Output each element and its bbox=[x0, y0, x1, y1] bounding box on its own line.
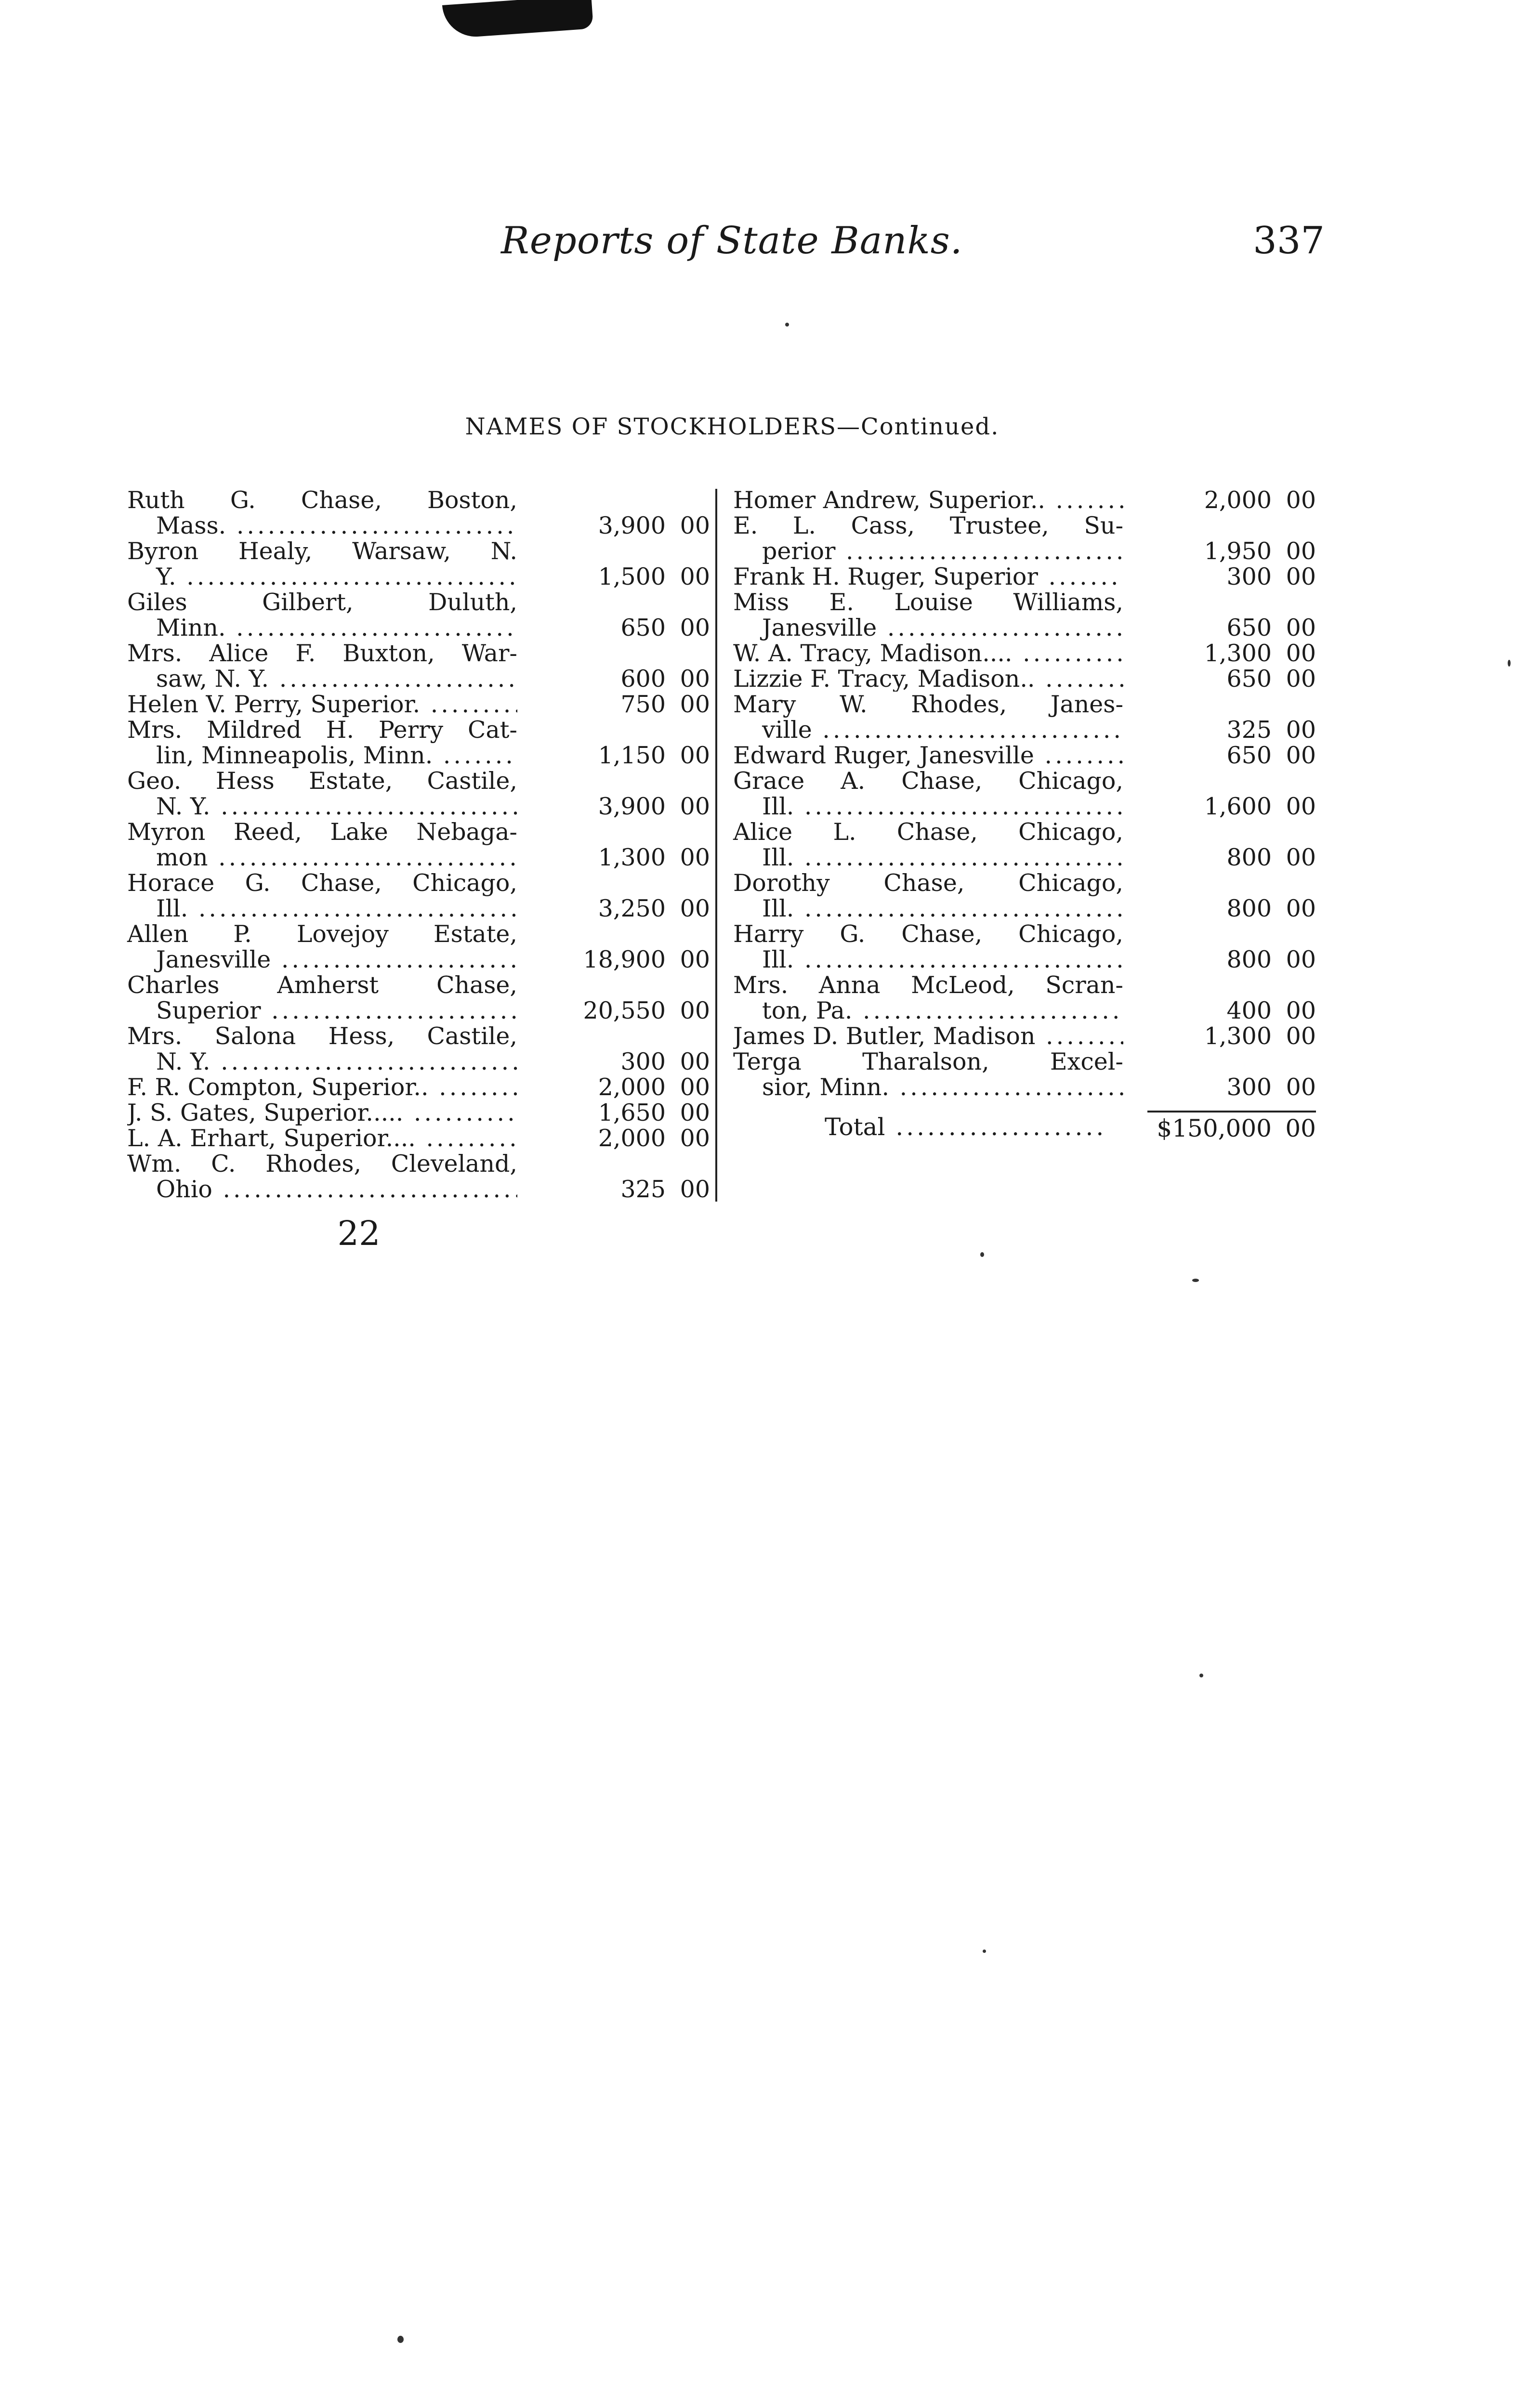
amount-dollars: 650 bbox=[1226, 742, 1272, 769]
stockholder-amount bbox=[546, 615, 710, 641]
amount-dollars: 650 bbox=[620, 614, 666, 641]
amount-cents: 00 bbox=[1286, 1022, 1316, 1050]
page-number: 337 bbox=[1253, 219, 1325, 262]
stockholder-entry bbox=[127, 870, 710, 921]
stockholder-name-line: Mass. ..... bbox=[127, 513, 517, 538]
column-divider bbox=[715, 489, 717, 1202]
ink-speck bbox=[1199, 1674, 1203, 1677]
amount-cents: 00 bbox=[680, 946, 710, 973]
stockholder-name-line: ton, Pa. ..... bbox=[733, 998, 1123, 1023]
stockholder-amount bbox=[546, 1074, 710, 1100]
amount-dollars: 1,300 bbox=[1204, 1022, 1272, 1050]
stockholder-amount bbox=[546, 794, 710, 819]
total-cents: 00 bbox=[1285, 1114, 1316, 1142]
amount-dollars: 300 bbox=[1226, 563, 1272, 590]
amount-dollars: 1,650 bbox=[598, 1099, 666, 1126]
amount-dollars: 800 bbox=[1226, 946, 1272, 973]
stockholder-entry bbox=[733, 589, 1316, 641]
stockholder-name-line: Mrs. Alice F. Buxton, War- bbox=[127, 640, 517, 667]
stockholder-name-line: Mrs. Salona Hess, Castile, bbox=[127, 1022, 517, 1050]
ink-speck bbox=[980, 1252, 984, 1257]
amount-cents: 00 bbox=[680, 1099, 710, 1126]
stockholder-name-line: Mrs. Anna McLeod, Scran- bbox=[733, 971, 1123, 999]
stockholder-name-line: Ill. ..... bbox=[733, 794, 1123, 819]
stockholder-name-line: Superior ..... bbox=[127, 998, 517, 1023]
stockholder-entry bbox=[127, 819, 710, 870]
stockholder-entry bbox=[127, 641, 710, 692]
stockholder-entry bbox=[733, 666, 1316, 692]
amount-dollars: 2,000 bbox=[598, 1125, 666, 1152]
amount-cents: 00 bbox=[680, 1048, 710, 1075]
stockholder-name-line: James D. Butler, Madison ..... bbox=[733, 1023, 1123, 1049]
stockholder-amount bbox=[546, 1100, 710, 1125]
stockholder-name-line: ville ..... bbox=[733, 717, 1123, 743]
stockholder-name-line: Ill. ..... bbox=[733, 845, 1123, 870]
amount-cents: 00 bbox=[1286, 537, 1316, 565]
stockholder-amount bbox=[1152, 947, 1316, 972]
stockholder-name-line: Ill. ..... bbox=[733, 947, 1123, 972]
stockholder-entry bbox=[733, 768, 1316, 819]
stockholder-name-line: Horace G. Chase, Chicago, bbox=[127, 869, 517, 897]
amount-dollars: 1,300 bbox=[598, 844, 666, 871]
stockholder-name-line: mon ..... bbox=[127, 845, 517, 870]
amount-dollars: 650 bbox=[1226, 614, 1272, 641]
amount-dollars: 18,900 bbox=[583, 946, 666, 973]
stockholder-amount bbox=[546, 896, 710, 921]
stockholder-entry bbox=[127, 692, 710, 717]
stockholder-entry bbox=[127, 1023, 710, 1074]
amount-dollars: 3,250 bbox=[598, 895, 666, 922]
amount-cents: 00 bbox=[1286, 1073, 1316, 1101]
stockholder-amount bbox=[1152, 641, 1316, 666]
stockholder-entry bbox=[127, 921, 710, 972]
amount-cents: 00 bbox=[1286, 997, 1316, 1024]
stockholder-name-line: F. R. Compton, Superior.. ..... bbox=[127, 1074, 517, 1100]
amount-cents: 00 bbox=[1286, 946, 1316, 973]
amount-cents: 00 bbox=[1286, 793, 1316, 820]
stockholder-entry bbox=[733, 972, 1316, 1023]
amount-dollars: 600 bbox=[620, 665, 666, 693]
ink-speck bbox=[983, 1950, 986, 1953]
stockholder-name-line: L. A. Erhart, Superior.... ..... bbox=[127, 1125, 517, 1151]
amount-cents: 00 bbox=[680, 1073, 710, 1101]
stockholder-name-line: Allen P. Lovejoy Estate, bbox=[127, 920, 517, 948]
stockholder-entry bbox=[127, 717, 710, 768]
stockholder-name-line: Byron Healy, Warsaw, N. bbox=[127, 537, 517, 565]
stockholder-entry bbox=[127, 1151, 710, 1202]
amount-cents: 00 bbox=[1286, 895, 1316, 922]
amount-dollars: 2,000 bbox=[1204, 486, 1272, 514]
amount-cents: 00 bbox=[680, 895, 710, 922]
stockholder-name-line: Helen V. Perry, Superior. ..... bbox=[127, 692, 517, 717]
stockholder-amount bbox=[1152, 1023, 1316, 1049]
total-label: Total ..... bbox=[825, 1112, 1104, 1141]
stockholder-amount bbox=[546, 666, 710, 692]
amount-dollars: 300 bbox=[620, 1048, 666, 1075]
amount-cents: 00 bbox=[1286, 716, 1316, 744]
amount-cents: 00 bbox=[680, 997, 710, 1024]
stockholder-entry bbox=[127, 538, 710, 589]
stockholder-name-line: Myron Reed, Lake Nebaga- bbox=[127, 818, 517, 846]
stockholder-name-line: Lizzie F. Tracy, Madison.. ..... bbox=[733, 666, 1123, 692]
total-dollars: $150,000 bbox=[1157, 1114, 1272, 1142]
stockholder-amount bbox=[1152, 1074, 1316, 1100]
stockholder-name-line: Grace A. Chase, Chicago, bbox=[733, 767, 1123, 795]
stockholder-amount bbox=[546, 743, 710, 768]
amount-dollars: 3,900 bbox=[598, 793, 666, 820]
amount-dollars: 300 bbox=[1226, 1073, 1272, 1101]
stockholder-entry bbox=[127, 1074, 710, 1100]
amount-cents: 00 bbox=[680, 563, 710, 590]
stockholder-name-line: Ill. ..... bbox=[733, 896, 1123, 921]
amount-cents: 00 bbox=[1286, 665, 1316, 693]
section-heading: NAMES OF STOCKHOLDERS—Continued. bbox=[465, 413, 1000, 440]
amount-cents: 00 bbox=[680, 1176, 710, 1203]
amount-dollars: 325 bbox=[620, 1176, 666, 1203]
amount-dollars: 1,500 bbox=[598, 563, 666, 590]
stockholder-name-line: Janesville ..... bbox=[127, 947, 517, 972]
amount-dollars: 325 bbox=[1226, 716, 1272, 744]
stockholder-name-line: Minn. ..... bbox=[127, 615, 517, 641]
ink-speck bbox=[1192, 1279, 1199, 1282]
stockholder-name-line: Giles Gilbert, Duluth, bbox=[127, 589, 517, 616]
stockholder-amount bbox=[1152, 794, 1316, 819]
stockholder-entry bbox=[127, 768, 710, 819]
stockholder-amount bbox=[546, 845, 710, 870]
stockholder-name-line: perior ..... bbox=[733, 538, 1123, 564]
stockholder-name-line: sior, Minn. ..... bbox=[733, 1074, 1123, 1100]
stockholder-name-line: Janesville ..... bbox=[733, 615, 1123, 641]
amount-cents: 00 bbox=[680, 665, 710, 693]
stockholder-amount bbox=[546, 1177, 710, 1202]
stockholder-amount bbox=[1152, 717, 1316, 743]
stockholder-entry bbox=[127, 589, 710, 641]
stockholder-name-line: Homer Andrew, Superior.. ..... bbox=[733, 487, 1123, 513]
stockholder-name-line: N. Y. ..... bbox=[127, 794, 517, 819]
amount-cents: 00 bbox=[680, 614, 710, 641]
signature-mark: 22 bbox=[337, 1214, 381, 1253]
stockholder-entry bbox=[733, 487, 1316, 513]
amount-dollars: 650 bbox=[1226, 665, 1272, 693]
stockholder-entry bbox=[733, 743, 1316, 768]
amount-cents: 00 bbox=[680, 844, 710, 871]
stockholder-amount bbox=[546, 947, 710, 972]
stockholder-name-line: Charles Amherst Chase, bbox=[127, 971, 517, 999]
stockholder-entry bbox=[733, 692, 1316, 743]
stockholder-name-line: saw, N. Y. ..... bbox=[127, 666, 517, 692]
stockholders-left-column bbox=[127, 487, 710, 1202]
total-row bbox=[733, 1112, 1316, 1141]
stockholder-entry bbox=[733, 870, 1316, 921]
stockholder-amount bbox=[1152, 998, 1316, 1023]
amount-dollars: 20,550 bbox=[583, 997, 666, 1024]
stockholder-name-line: Dorothy Chase, Chicago, bbox=[733, 869, 1123, 897]
amount-cents: 00 bbox=[1286, 844, 1316, 871]
stockholder-amount bbox=[1152, 845, 1316, 870]
stockholder-amount bbox=[546, 1049, 710, 1074]
total-amount bbox=[1133, 1116, 1316, 1141]
stockholder-entry bbox=[733, 819, 1316, 870]
amount-cents: 00 bbox=[1286, 614, 1316, 641]
stockholder-entry bbox=[733, 1049, 1316, 1100]
stockholders-right-column bbox=[733, 487, 1316, 1141]
stockholder-amount bbox=[1152, 666, 1316, 692]
stockholder-name-line: Harry G. Chase, Chicago, bbox=[733, 920, 1123, 948]
stockholder-name-line: Ohio ..... bbox=[127, 1177, 517, 1202]
amount-cents: 00 bbox=[680, 793, 710, 820]
stockholder-name-line: N. Y. ..... bbox=[127, 1049, 517, 1074]
stockholder-amount bbox=[1152, 743, 1316, 768]
stockholder-name-line: Ill. ..... bbox=[127, 896, 517, 921]
stockholder-name-line: E. L. Cass, Trustee, Su- bbox=[733, 512, 1123, 539]
stockholder-name-line: Ruth G. Chase, Boston, bbox=[127, 486, 517, 514]
amount-cents: 00 bbox=[680, 691, 710, 718]
ink-blot bbox=[442, 0, 593, 39]
ink-speck bbox=[1508, 660, 1511, 667]
stockholder-name-line: J. S. Gates, Superior..... ..... bbox=[127, 1100, 517, 1125]
amount-dollars: 1,600 bbox=[1204, 793, 1272, 820]
amount-dollars: 1,150 bbox=[598, 742, 666, 769]
amount-cents: 00 bbox=[1286, 742, 1316, 769]
ink-speck bbox=[397, 2336, 404, 2343]
amount-cents: 00 bbox=[680, 1125, 710, 1152]
stockholder-name-line: Terga Tharalson, Excel- bbox=[733, 1048, 1123, 1075]
stockholder-amount bbox=[1152, 896, 1316, 921]
ink-speck bbox=[785, 323, 789, 327]
stockholder-amount bbox=[546, 1125, 710, 1151]
amount-dollars: 750 bbox=[620, 691, 666, 718]
amount-cents: 00 bbox=[680, 512, 710, 539]
stockholder-name-line: Miss E. Louise Williams, bbox=[733, 589, 1123, 616]
stockholder-name-line: Frank H. Ruger, Superior ..... bbox=[733, 564, 1123, 589]
stockholder-entry bbox=[733, 641, 1316, 666]
stockholder-name-line: W. A. Tracy, Madison.... ..... bbox=[733, 641, 1123, 666]
stockholder-amount bbox=[546, 692, 710, 717]
stockholder-name-line: lin, Minneapolis, Minn. ..... bbox=[127, 743, 517, 768]
amount-dollars: 3,900 bbox=[598, 512, 666, 539]
stockholder-entry bbox=[127, 1125, 710, 1151]
amount-cents: 00 bbox=[680, 742, 710, 769]
stockholder-entry bbox=[733, 564, 1316, 589]
stockholder-amount bbox=[546, 998, 710, 1023]
stockholder-entry bbox=[733, 513, 1316, 564]
stockholder-amount bbox=[1152, 564, 1316, 589]
stockholder-name-line: Geo. Hess Estate, Castile, bbox=[127, 767, 517, 795]
amount-cents: 00 bbox=[1286, 563, 1316, 590]
stockholder-amount bbox=[546, 564, 710, 589]
stockholder-name-line: Edward Ruger, Janesville ..... bbox=[733, 743, 1123, 768]
stockholder-amount bbox=[1152, 538, 1316, 564]
stockholder-entry bbox=[733, 1023, 1316, 1049]
stockholder-entry bbox=[127, 1100, 710, 1125]
stockholder-entry bbox=[127, 487, 710, 538]
stockholder-name-line: Wm. C. Rhodes, Cleveland, bbox=[127, 1150, 517, 1178]
stockholder-name-line: Y. ..... bbox=[127, 564, 517, 589]
stockholder-entry bbox=[127, 972, 710, 1023]
amount-cents: 00 bbox=[1286, 486, 1316, 514]
stockholder-amount bbox=[546, 513, 710, 538]
amount-cents: 00 bbox=[1286, 640, 1316, 667]
amount-dollars: 800 bbox=[1226, 895, 1272, 922]
amount-dollars: 800 bbox=[1226, 844, 1272, 871]
amount-dollars: 1,950 bbox=[1204, 537, 1272, 565]
amount-dollars: 1,300 bbox=[1204, 640, 1272, 667]
stockholder-name-line: Alice L. Chase, Chicago, bbox=[733, 818, 1123, 846]
stockholder-amount bbox=[1152, 615, 1316, 641]
stockholder-name-line: Mary W. Rhodes, Janes- bbox=[733, 691, 1123, 718]
stockholder-entry bbox=[733, 921, 1316, 972]
amount-dollars: 400 bbox=[1226, 997, 1272, 1024]
running-title: Reports of State Banks. bbox=[501, 219, 963, 262]
amount-dollars: 2,000 bbox=[598, 1073, 666, 1101]
stockholder-name-line: Mrs. Mildred H. Perry Cat- bbox=[127, 716, 517, 744]
stockholder-amount bbox=[1152, 487, 1316, 513]
